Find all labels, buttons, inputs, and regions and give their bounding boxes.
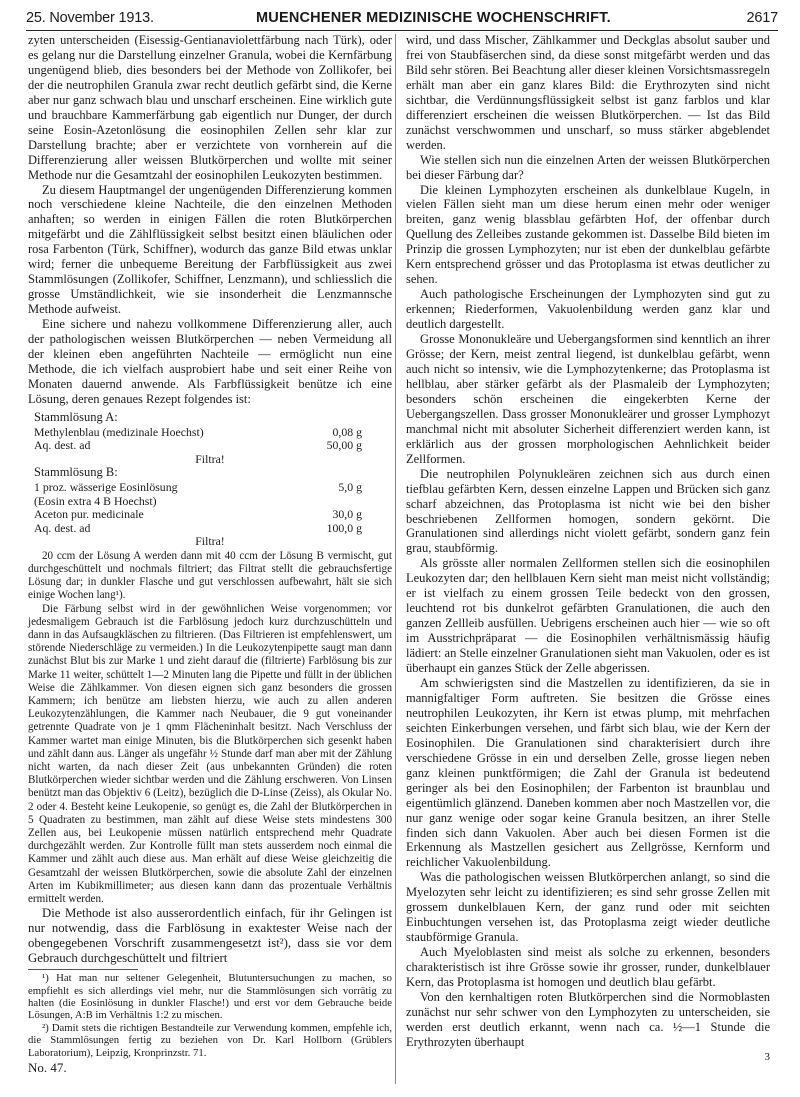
recipe-ingredient: Aq. dest. ad (34, 520, 91, 535)
recipe-a-title: Stammlösung A: (34, 409, 118, 424)
paragraph: Auch pathologische Erscheinungen der Lymphozyten sind gut zu erkennen; Riederformen, Vakuolenbildung werden ganz klar und deutlich dargestellt. (406, 287, 770, 332)
recipe-row (34, 425, 392, 439)
recipe-quantity: 50,00 g (326, 438, 362, 453)
page-header (26, 6, 778, 31)
footnote-rule (28, 969, 138, 970)
header-date: 25. November 1913. (26, 10, 154, 26)
issue-number: No. 47. (28, 1060, 67, 1076)
paragraph: Von den kernhaltigen roten Blutkörperchen sind die Normoblasten zunächst nur sehr schwer von den Lymphozyten zu unterscheiden, sie werden erst deutlich erkannt, wenn nach ca. ½—1 Stunde die Erythrozyten überhaupt (406, 990, 770, 1049)
recipe-row (34, 521, 392, 535)
paragraph-small: Die Färbung selbst wird in der gewöhnlichen Weise vorgenommen; vor jedesmaligem Gebrauch ist die Farblösung jedoch kurz durchzuschütteln und dann in das Aufsaugkläschen zu filtrieren. (Das Filtrieren ist empfehlenswert, um störende Niederschläge zu vermeiden.) In die Leukozytenpipette saugt man dann zunächst Blut bis zur Marke 1 und zieht darauf die (filtrierte) Farblösung bis zur Marke 11 weiter, schüttelt 1—2 Minuten lang die Pipette und füllt in der üblichen Weise die Zählkammer. Von diesen eignen sich ganz besonders die grossen Kammern; ich benütze am liebsten hierzu, wie auch zu allen anderen Leukozytenzählungen, die Kammer nach Neubauer, die 9 gut voneinander getrennte Quadrate von je 1 qmm Flächeninhalt besitzt. Nach Verschluss der Kammer wartet man einige Minuten, bis die Blutkörperchen sich gesenkt haben und zählt dann aus. Länger als ungefähr ½ Stunde darf man aber mit der Zählung nicht warten, da nach dieser Zeit (aus unbekannten Gründen) die roten Blutkörperchen wieder sichtbar werden und die Zählung erschweren. Von Linsen benützt man das Objektiv 6 (Leitz), bezüglich die D-Linse (Zeiss), als Okular No. 2 oder 4. Besteht keine Leukopenie, so genügt es, die Zahl der Blutkörperchen in 5 Quadraten zu bestimmen, man zählt auf diese Weise stets mindestens 300 Zellen aus, bei Leukopenie müssen natürlich entsprechend mehr Quadrate durchgezählt werden. Zur Kontrolle füllt man stets ausserdem noch einmal die Kammer und zählt auch diese aus. Man erhält auf diese Weise gleichzeitig die Gesamtzahl der weissen Blutkörperchen, sowie die absolute Zahl der einzelnen Arten im Kubikmillimeter; aus diesen kann dann das prozentuale Verhältnis ermittelt werden. (28, 602, 392, 906)
recipe-quantity: 30,0 g (332, 507, 362, 522)
header-page-number: 2617 (746, 10, 778, 26)
recipe-block (28, 410, 392, 548)
recipe-note: (Eosin extra 4 B Hoechst) (34, 493, 157, 508)
signature-mark: 3 (764, 1050, 770, 1063)
footnote-2: ²) Damit stets die richtigen Bestandteile zur Verwendung kommen, empfehle ich, die Stammlösungen fertig zu beziehen von Dr. Karl Hollborn (Grüblers Laboratorium), Leipzig, Kronprinzstr. 71. (28, 1021, 392, 1059)
paragraph: Eine sichere und nahezu vollkommene Differenzierung aller, auch der pathologischen weissen Blutkörperchen — neben Vermeidung all der kleinen eben angeführten Nachteile — ermöglicht nun eine Methode, die ich vielfach ausprobiert habe und seit einer Reihe von Monaten dauernd anwende. Als Farbflüssigkeit benütze ich eine Lösung, deren genaues Rezept folgendes ist: (28, 317, 392, 406)
left-column (28, 33, 392, 1076)
paragraph: Die neutrophilen Polynukleären zeichnen sich aus durch einen tiefblau gefärbten Kern, dessen einzelne Lappen und Brücken sich ganz scharf abzeichnen, das Protoplasma ist nicht wie bei den bisher beschriebenen Zellformen homogen, sondern gekörnt. Die Granulationen sind allerdings nicht violett gefärbt, sondern ganz fein grau, staubförmig. (406, 466, 770, 556)
paragraph: Am schwierigsten sind die Mastzellen zu identifizieren, da sie in mannigfaltiger Form auftreten. Sie besitzen die Grösse eines neutrophilen Leukozyten, ihr Kern ist etwas plump, mit mehrfachen seichten Einkerbungen versehen, und färbt sich blau, wie der Kern der Eosinophilen. Die Granulationen sind charakterisiert durch ihre verschiedene Grösse in ein und derselben Zelle, grosse liegen neben ganz kleinen punktförmigen; die Zahl der Granula ist bedeutend geringer als bei den Eosinophilen; der Farbenton ist braunblau und eigentümlich glänzend. Daneben kommen aber noch Mastzellen vor, die nur ganz wenige oder sogar keine Granula besitzen, an ihrer Stelle finden sich dann Vakuolen. Aber auch bei diesen Formen ist die Erkennung als Mastzellen gesichert aus Zellgrösse, Kernform und reichlicher Vakuolenbildung. (406, 675, 770, 870)
paragraph: Die Methode ist also ausserordentlich einfach, für ihr Gelingen ist nur notwendig, dass die Farblösung in exaktester Weise nach der obengegebenen Vorschrift zusammengesetzt ist²), dass sie vor dem Gebrauch durchgeschüttelt und filtriert (28, 906, 392, 966)
recipe-quantity: 5,0 g (338, 480, 362, 495)
recipe-b-title: Stammlösung B: (34, 465, 118, 480)
paragraph: Als grösste aller normalen Zellformen stellen sich die eosinophilen Leukozyten dar; den hellblauen Kern sieht man meist nicht vollständig; er ist vielfach zu einem grossen Teile bedeckt von den grossen, leuchtend rot bis dunkelrot gefärbten Granulationen, die auch den ganzen Zellleib ausfüllen. Uebrigens erscheinen auch hier — wie so oft im Ausstrichpräparat — die Eosinophilen verhältnismässig häufig lädiert: an Stelle einzelner Granulationen sieht man Vakuolen, oder es ist überhaupt ein ganzes Stück der Zelle abgerissen. (406, 556, 770, 676)
recipe-row (34, 480, 392, 494)
paragraph: Was die pathologischen weissen Blutkörperchen anlangt, so sind die Myelozyten sehr leicht zu identifizieren; es sind sehr grosse Zellen mit grossem dunkelblauen Kern, der ganz rund oder mit seichten Einbuchtungen versehen ist, das Protoplasma zeigt wieder deutliche staubförmige Granula. (406, 870, 770, 945)
column-divider (395, 34, 396, 1084)
recipe-filtra: Filtra! (195, 451, 225, 466)
header-journal-title: MUENCHENER MEDIZINISCHE WOCHENSCHRIFT. (256, 10, 611, 26)
paragraph: zyten unterscheiden (Eisessig-Gentianaviolettfärbung nach Türk), oder es gelang nur die Darstellung einzelner Granula, wobei die Kernfärbung ungenügend blieb, dies besonders bei der Methode von Zollikofer, bei der die neutrophilen Granula zwar recht deutlich gefärbt sind, die Kerne aber nur ganz schwach blau und unscharf erscheinen. Eine wirklich gute und brauchbare Kammerfärbung gab eigentlich nur Dunger, der durch seine Eosin-Azetonlösung die eosinophilen Zellen sehr klar zur Darstellung brachte; aber er verzichtete von vornherein auf die Differenzierung aller weissen Blutkörperchen und wollte mit seiner Methode nur die Gesamtzahl der eosinophilen Leukozyten bestimmen. (28, 33, 392, 182)
paragraph: Die kleinen Lymphozyten erscheinen als dunkelblaue Kugeln, in vielen Fällen sieht man um diese herum einen mehr oder weniger breiten, ganz wenig blassblau gefärbten Hof, der offenbar durch Quellung des Zelleibes zustande gekommen ist. Dasselbe Bild bieten im Prinzip die grossen Lymphozyten; nur ist eben der dunkelblau gefärbte Kern entsprechend grösser und das Protoplasma ist etwas deutlicher zu sehen. (406, 182, 770, 287)
paragraph: wird, und dass Mischer, Zählkammer und Deckglas absolut sauber und frei von Staubfäserchen sind, da diese sonst mitgefärbt werden und das Bild sehr stören. Bei Beachtung aller dieser kleinen Vorsichtsmassregeln erhält man aber ein ganz klares Bild: die Erythrozyten sind nicht sichtbar, die Verdünnungsflüssigkeit selbst ist ganz farblos und klar differenziert erscheinen die weissen Blutkörperchen. — Ist das Bild zunächst verschwommen und unscharf, so muss stärker abgeblendet werden. (406, 33, 770, 152)
recipe-ingredient: 1 proz. wässerige Eosinlösung (34, 480, 178, 495)
paragraph: Wie stellen sich nun die einzelnen Arten der weissen Blutkörperchen bei dieser Färbung dar? (406, 152, 770, 182)
recipe-row (34, 494, 392, 508)
recipe-quantity: 0,08 g (332, 424, 362, 439)
recipe-ingredient: Aq. dest. ad (34, 438, 91, 453)
footnote-1: ¹) Hat man nur seltener Gelegenheit, Blutuntersuchungen zu machen, so empfiehlt es sich allerdings viel mehr, nur die Stammlösungen sich vorrätig zu halten (die Eosinlösung in dunkler Flasche!) und erst vor dem Gebrauche beide Lösungen, A:B im Verhältnis 1:2 zu mischen. (28, 972, 392, 1022)
paragraph: Auch Myeloblasten sind meist als solche zu erkennen, besonders charakteristisch ist ihre Grösse sowie ihr grosser, runder, dunkelblauer Kern, das Protoplasma ist homogen und deutlich blau gefärbt. (406, 945, 770, 990)
recipe-ingredient: Methylenblau (medizinale Hoechst) (34, 424, 204, 439)
paragraph: Zu diesem Hauptmangel der ungenügenden Differenzierung kommen noch verschiedene kleine Nachteile, die den einzelnen Methoden anhaften; so werden in einigen Fällen die roten Blutkörperchen mitgefärbt und die Zählflüssigkeit selbst besitzt einen bläulichen oder rosa Farbenton (Türk, Schiffner), wodurch das ganze Bild etwas unklar wird; ferner die unbequeme Bereitung der Farbflüssigkeit aus zwei Stammlösungen (Zollikofer, Schiffner, Lenzmann), und schliesslich die grosse Umständlichkeit, wie sie insonderheit die Lenzmannsche Methode aufweist. (28, 182, 392, 317)
paragraph: Grosse Mononukleäre und Uebergangsformen sind kenntlich an ihrer Grösse; der Kern, meist zentral liegend, ist dunkelblau gefärbt, wenn auch nicht so intensiv, wie die Lymphozytenkerne; das Protoplasma ist hellblau, aber stärker gefärbt als der Plasmaleib der Lymphozyten; besonders schön erscheinen die eingekerbten Kerne der Uebergangszellen. Dass grosser Mononukleärer und grosser Lymphozyt manchmal nicht mit absoluter Sicherheit differenziert werden kann, ist erklärlich aus der grossen morphologischen Aehnlichkeit beider Zellformen. (406, 332, 770, 466)
recipe-filtra: Filtra! (195, 534, 225, 549)
paragraph-small: 20 ccm der Lösung A werden dann mit 40 ccm der Lösung B vermischt, gut durchgeschüttelt und nochmals filtriert; das Filtrat stellt die gebrauchsfertige Lösung dar; in dunkler Flasche und gut verschlossen aufbewahrt, hält sie sich einige Wochen lang¹). (28, 549, 392, 602)
recipe-row (34, 438, 392, 452)
recipe-ingredient: Aceton pur. medicinale (34, 507, 144, 522)
recipe-quantity: 100,0 g (326, 520, 362, 535)
right-column (406, 33, 770, 1065)
recipe-row (34, 507, 392, 521)
